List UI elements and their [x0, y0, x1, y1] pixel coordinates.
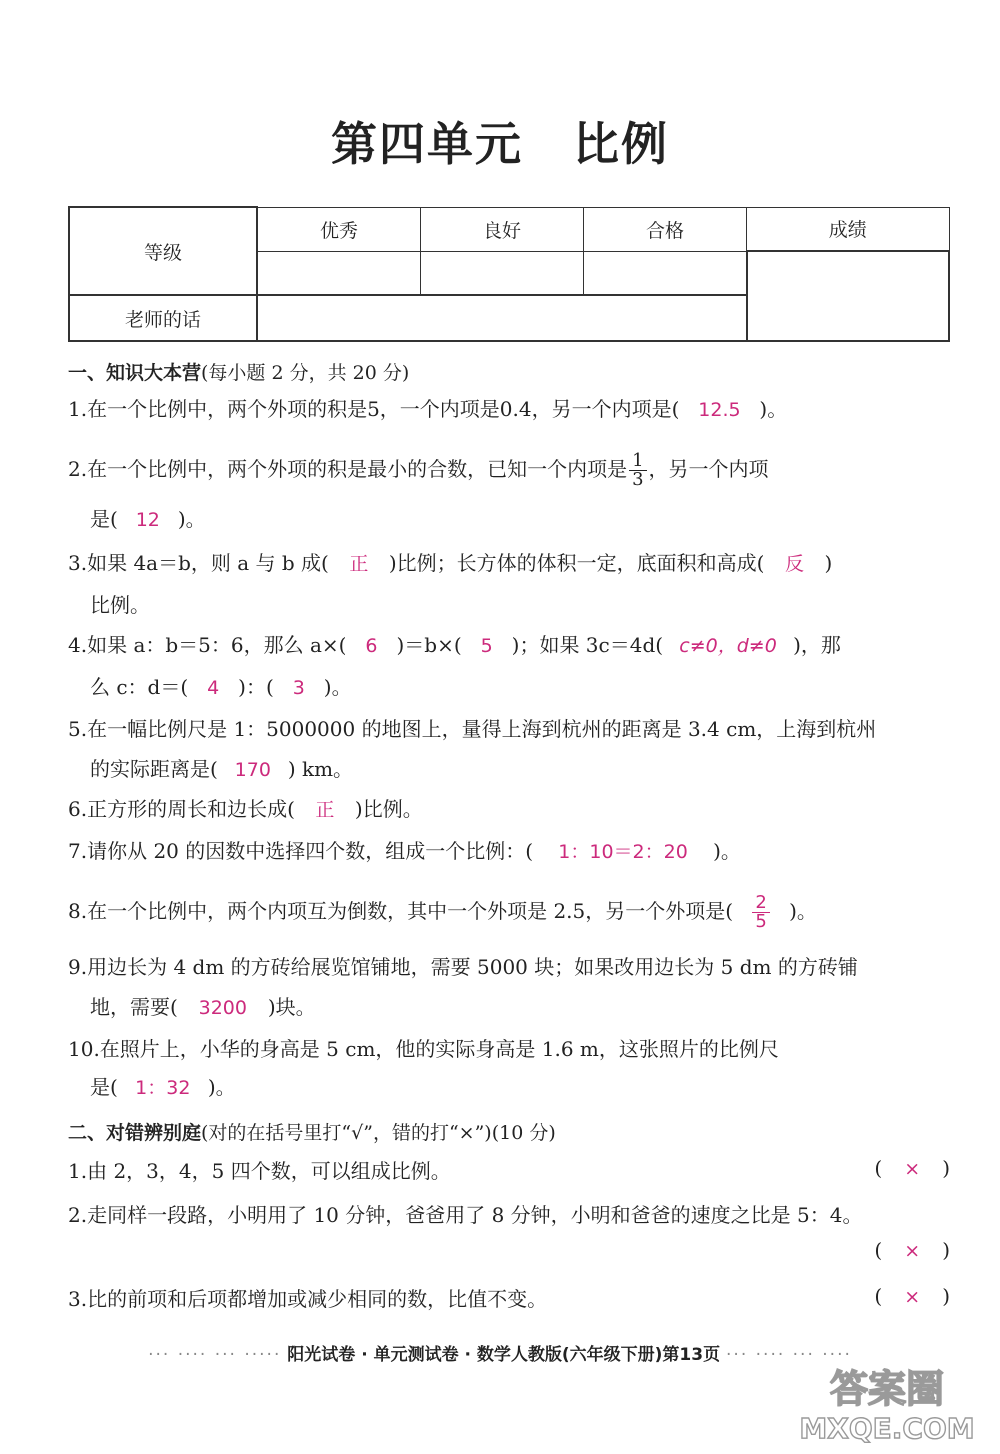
tf3-answer[interactable]: × [904, 1286, 921, 1308]
tf3-text: 3.比的前项和后项都增加或减少相同的数，比值不变。 [68, 1287, 548, 1311]
q4-text: 4.如果 a：b＝5：6，那么 a×( [68, 633, 347, 657]
q7-text: 7.请你从 20 的因数中选择四个数，组成一个比例：( [68, 839, 534, 863]
q2-answer[interactable]: 12 [135, 509, 160, 531]
q3-text: 3.如果 4a＝b，则 a 与 b 成( [68, 551, 329, 575]
tf-question-3 [68, 1284, 950, 1314]
q5-text-c: ) km。 [287, 757, 354, 781]
q2-text-end: )。 [177, 507, 206, 531]
q4-text-c: )；如果 3c＝4d( [511, 633, 664, 657]
section2-note: (对的在括号里打“√”，错的打“×”)(10 分) [201, 1122, 556, 1144]
q9-text-b: 地，需要( [90, 995, 178, 1019]
q4-text-f: )：( [238, 675, 274, 699]
question-4-line2 [68, 672, 950, 703]
title-topic: 比例 [573, 117, 669, 171]
question-1 [68, 394, 950, 425]
tf3-open: ( [874, 1284, 883, 1308]
tf1-answer[interactable]: × [904, 1158, 921, 1180]
q5-answer[interactable]: 170 [234, 759, 271, 781]
watermark-top-text: 答案圈 [829, 1367, 945, 1411]
grade-good-cell[interactable] [421, 251, 584, 295]
q7-text-end: )。 [713, 839, 741, 863]
section1-title: 一、知识大本营 [68, 362, 202, 384]
q6-answer[interactable]: 正 [315, 799, 335, 821]
tf1-close: ) [942, 1156, 950, 1180]
tf2-open: ( [874, 1238, 883, 1262]
q10-text-b: 是( [90, 1075, 118, 1099]
footer-dots-right: ··· ···· ··· ···· [726, 1345, 852, 1365]
q10-text: 10.在照片上，小华的身高是 5 cm，他的实际身高是 1.6 m，这张照片的比例尺 [68, 1037, 779, 1061]
teacher-comment-label: 老师的话 [69, 295, 257, 341]
grade-pass-cell[interactable] [584, 251, 747, 295]
question-10 [68, 1034, 950, 1064]
q9-text: 9.用边长为 4 dm 的方砖给展览馆铺地，需要 5000 块；如果改用边长为 5 dm 的方砖铺 [68, 955, 858, 979]
q9-text-c: )块。 [267, 995, 316, 1019]
q8-answer-num: 2 [752, 894, 769, 913]
q4-answer4[interactable]: 4 [207, 677, 220, 699]
footer-text: 阳光试卷 · 单元测试卷 · 数学人教版(六年级下册)第13页 [287, 1345, 721, 1365]
grade-score-cell[interactable] [747, 251, 950, 341]
q1-text-end: )。 [759, 397, 788, 421]
q4-text-d: )，那 [793, 633, 841, 657]
section2-title: 二、对错辨别庭 [68, 1122, 202, 1144]
question-7 [68, 836, 950, 867]
q10-answer[interactable]: 1：32 [135, 1077, 191, 1099]
title-unit: 第四单元 [331, 117, 523, 171]
grade-excellent-header: 优秀 [257, 207, 421, 251]
question-8 [68, 894, 950, 931]
q2-fraction [629, 452, 646, 489]
q4-answer3[interactable]: c≠0，d≠0 [679, 635, 777, 657]
q4-text-b: )＝b×( [396, 633, 462, 657]
q9-answer[interactable]: 3200 [198, 997, 247, 1019]
question-9 [68, 952, 950, 982]
q3-answer1[interactable]: 正 [349, 553, 369, 575]
tf-question-1 [68, 1156, 950, 1186]
q2-text-mid: ，另一个内项 [648, 457, 769, 481]
grade-level-label: 等级 [69, 207, 257, 295]
question-9-line2 [68, 992, 950, 1023]
q3-text-close: ) [824, 551, 833, 575]
question-3-line2 [68, 590, 950, 620]
tf1-open: ( [874, 1156, 883, 1180]
q5-text: 5.在一幅比例尺是 1：5000000 的地图上，量得上海到杭州的距离是 3.4 cm，上海到杭州 [68, 717, 877, 741]
q3-answer2[interactable]: 反 [784, 553, 804, 575]
tf1-text: 1.由 2，3，4，5 四个数，可以组成比例。 [68, 1159, 451, 1183]
tf2-answer[interactable]: × [904, 1240, 921, 1262]
q2-frac-den: 3 [632, 469, 644, 490]
tf-question-2 [68, 1200, 950, 1230]
tf2-close: ) [942, 1238, 950, 1262]
question-3 [68, 548, 950, 579]
watermark-bottom-text: MXQE.COM [799, 1412, 975, 1444]
q4-answer1[interactable]: 6 [365, 635, 378, 657]
question-2-line2 [68, 504, 950, 535]
q1-text: 1.在一个比例中，两个外项的积是5，一个内项是0.4，另一个内项是( [68, 397, 680, 421]
q6-text: 6.正方形的周长和边长成( [68, 797, 295, 821]
section1-note: (每小题 2 分，共 20 分) [201, 362, 410, 384]
q4-text-g: )。 [323, 675, 352, 699]
question-2 [68, 452, 950, 489]
tf1-bracket [874, 1156, 950, 1180]
q6-text-end: )比例。 [354, 797, 423, 821]
q1-answer[interactable]: 12.5 [698, 399, 741, 421]
grade-score-header: 成绩 [747, 207, 950, 251]
q8-text-end: )。 [789, 899, 817, 923]
grade-good-header: 良好 [421, 207, 584, 251]
tf3-close: ) [942, 1284, 950, 1308]
q2-text-c: 是( [90, 507, 118, 531]
q4-answer5[interactable]: 3 [292, 677, 305, 699]
tf2-bracket [874, 1238, 950, 1262]
question-6 [68, 794, 950, 825]
question-5 [68, 714, 950, 744]
q8-text: 8.在一个比例中，两个内项互为倒数，其中一个外项是 2.5，另一个外项是( [68, 899, 734, 923]
footer-dots-left: ··· ···· ··· ····· [148, 1345, 282, 1365]
tf3-bracket [874, 1284, 950, 1308]
q5-text-b: 的实际距离是( [90, 757, 218, 781]
q8-answer-fraction [752, 894, 769, 931]
question-10-line2 [68, 1072, 950, 1103]
q4-answer2[interactable]: 5 [480, 635, 493, 657]
teacher-comment-cell[interactable] [257, 295, 747, 341]
grade-excellent-cell[interactable] [257, 251, 421, 295]
q10-text-c: )。 [207, 1075, 236, 1099]
q4-text-e: 么 c：d＝( [90, 675, 189, 699]
watermark-logo [792, 1360, 982, 1444]
grade-table [68, 206, 950, 342]
q7-answer[interactable]: 1：10＝2：20 [558, 841, 688, 863]
grade-pass-header: 合格 [584, 207, 747, 251]
q2-frac-num: 1 [629, 452, 646, 471]
question-4 [68, 630, 950, 661]
tf2-text: 2.走同样一段路，小明用了 10 分钟，爸爸用了 8 分钟，小明和爸爸的速度之比是 5：4。 [68, 1203, 863, 1227]
page-title [0, 108, 1000, 174]
question-5-line2 [68, 754, 950, 785]
q2-text: 2.在一个比例中，两个外项的积是最小的合数，已知一个内项是 [68, 457, 628, 481]
section1-heading [68, 358, 409, 385]
q8-answer[interactable] [733, 894, 789, 931]
q8-answer-den: 5 [755, 911, 767, 932]
q3-text-d: 比例。 [90, 593, 150, 617]
section2-heading [68, 1118, 556, 1145]
q3-text-mid: )比例；长方体的体积一定，底面积和高成( [388, 551, 765, 575]
